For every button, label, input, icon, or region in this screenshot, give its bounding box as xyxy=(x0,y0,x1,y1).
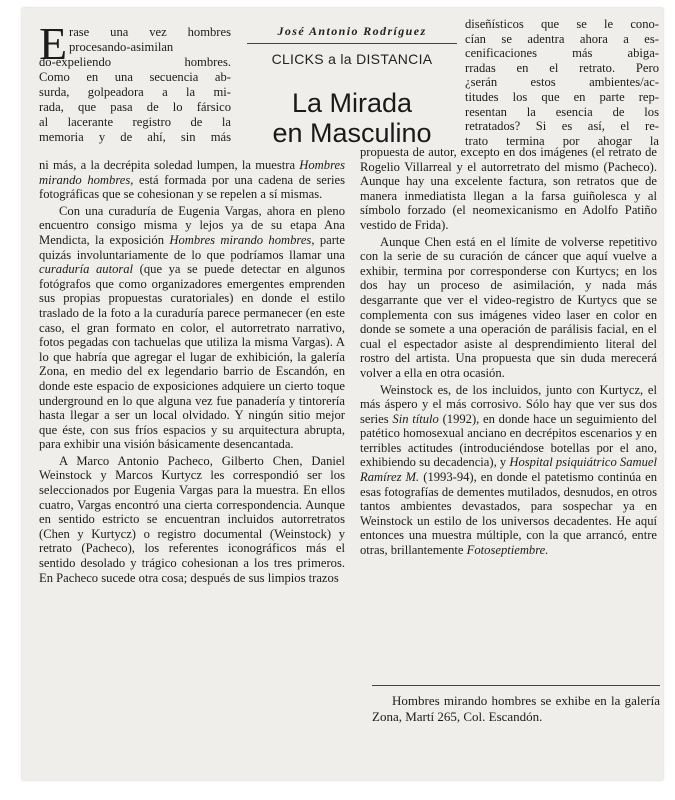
p2-italic: Hombres mirando hombres, xyxy=(169,232,315,247)
intro-line: Como en una secuencia ab- xyxy=(39,70,231,84)
paragraph-1 xyxy=(39,158,345,202)
paragraph-6 xyxy=(360,383,657,558)
drop-cap: E xyxy=(39,18,68,69)
author-byline: José Antonio Rodríguez xyxy=(277,24,427,38)
col3-line: cenificaciones más abiga- xyxy=(465,46,659,61)
p2-italic-2: curaduría autoral xyxy=(39,262,134,277)
intro-line: rada, que pasa de lo fársico xyxy=(39,100,231,114)
section-title: CLICKS a la DISTANCIA xyxy=(271,51,433,67)
p6-italic-3: Fotoseptiembre. xyxy=(466,543,549,558)
col3-line: ¿serán estos ambientes/ac- xyxy=(465,75,659,90)
exhibition-note-text: Hombres mirando hombres se exhibe en la galería Zona, Martí 265, Col. Escandón. xyxy=(372,693,660,724)
intro-line: al lacerante registro de la xyxy=(39,115,231,129)
paragraph-5: Aunque Chen está en el límite de volverse repetitivo con la serie de su curación de cáncer que aquí vuelve a exhibir, termina por corresponderse con Kurtycs; en los dos hay un proceso de asimilación, y nada más desgarrante que ver el video-registro de Kurtycs que se complementa con sus imágenes video laser en color en donde se somete a una operación de parálisis facial, en el cual el espectador asiste al desprendimiento literal del rostro del artista. Una propuesta que sin duda merecerá volver a ella en otra ocasión. xyxy=(360,234,657,380)
p1-italic: Hombres mirando hombres, xyxy=(39,158,345,187)
col3-line: diseñísticos que se le cono- xyxy=(465,17,659,31)
p2-text-2: parte quizás involuntariamente de lo que podríamos llamar una xyxy=(39,232,345,262)
paragraph-2 xyxy=(39,204,345,452)
p1-text: ni más, a la decrépita soledad lumpen, la muestra xyxy=(39,158,300,172)
article-title xyxy=(247,88,457,148)
column-2 xyxy=(360,145,657,558)
column-3-top xyxy=(465,17,659,148)
p6-text: Weinstock es, de los incluidos, junto con Kurtycz, el más áspero y el más corrosivo. Sólo hay que ver sus dos series xyxy=(360,382,657,426)
p2-text-3: (que ya se puede detectar en algunos fotógrafos que como organizadores emergentes emprenden sus propias propuestas curatoriales) en donde el estilo traslado de la foto a la curaduría parece permanecer (en este caso, el gran formato en color, el autorretrato narrativo, fotos pegadas con tachuelas que utiliza la misma Vargas). A lo que habría que agregar el lugar de exhibición, la galería Zona, en medio del ex legendario barrio de Escandón, en donde este espacio de exposiciones adquiere un cierto toque underground en lo que alguna vez fue panadería y tintorería hasta llegar a ser un local olvidado. Y ningún sitio mejor que éste, con sus fríos espacios y su arquitectura abrupta, para exhibir una visión básicamente desencantada. xyxy=(39,262,345,452)
col3-line: titudes los que en parte rep- xyxy=(465,89,659,104)
column-1 xyxy=(39,158,345,585)
p6-italic: Sin título xyxy=(392,411,439,426)
intro-line: procesando-asimilan xyxy=(69,40,174,54)
header-rule xyxy=(247,43,457,44)
title-line-1: La Mirada xyxy=(291,88,413,118)
intro-line: surda, golpeadora a la mi- xyxy=(39,85,231,99)
col3-line: cían se adentra ahora a es- xyxy=(465,31,659,46)
p2-text: Con una curaduría de Eugenia Vargas, ahora en pleno encuentro consigo misma y lejos ya de su etapa Ana Mendicta, la exposición xyxy=(39,203,345,247)
title-line-2: en Masculino xyxy=(272,118,432,148)
paragraph-4: propuesta de autor, excepto en dos imágenes (el retrato de Rogelio Villarreal y el autorretrato del mismo (Pacheco). Aunque hay una excelente factura, son retratos que de manera inmediatista llegan a la farsa guiñolesca y al símbolo forzado (el neomexicanismo en Adolfo Patiño vestido de Frida). xyxy=(360,145,657,232)
intro-line: memoria y de ahí, sin más xyxy=(39,130,231,144)
col3-line: retratados? Si es así, el re- xyxy=(465,119,659,134)
intro-line: rase una vez hombres xyxy=(69,25,231,39)
p6-italic-2: Hospital psiquiátrico Samuel Ramírez M. xyxy=(360,455,657,485)
col3-line: resentan la esencia de los xyxy=(465,104,659,119)
exhibition-note xyxy=(372,693,660,725)
p6-text-2: (1992), en donde hace un seguimiento del patético homosexual anciano en decrépitos escenarios y en terribles actitudes (introduciéndose botellas por el ano, exhibiendo su decadencia), y xyxy=(360,411,657,470)
newspaper-clipping xyxy=(22,8,663,780)
p6-text-3: (1993-94), en donde el patetismo continúa en esas fotografías de dementes mutilados, desnudos, en otros tantos ambientes devastados, para sospechar ya en Weinstock un estilo de los universos decadentes. He aquí entonces una muestra múltiple, con la que arrancó, entre otras, brillantemente xyxy=(360,470,657,558)
footer-rule xyxy=(372,685,660,686)
paragraph-3: A Marco Antonio Pacheco, Gilberto Chen, Daniel Weinstock y Marcos Kurtycz les correspondió ser los seleccionados por Eugenia Vargas para la muestra. En ellos cuatro, Vargas encontró una cierta correspondencia. Aunque en sentido estricto se encuentran incluidos autorretratos (Chen y Kurtycz) o registro documental (Weinstock) y retrato (Pacheco), los referentes iconográficos más el sentido desolado y trágico cohesionan a los tres primeros. En Pacheco sucede otra cosa; después de sus limpios trazos xyxy=(39,453,345,585)
col3-line: trato termina por ahogar la xyxy=(465,133,659,148)
p1-text-2: está formada por una cadena de series fotográficas que se cohesionan y se repelen a sí mismas. xyxy=(39,172,346,202)
intro-line: do-expeliendo hombres. xyxy=(39,55,231,69)
col3-line: rradas en el retrato. Pero xyxy=(465,60,659,75)
